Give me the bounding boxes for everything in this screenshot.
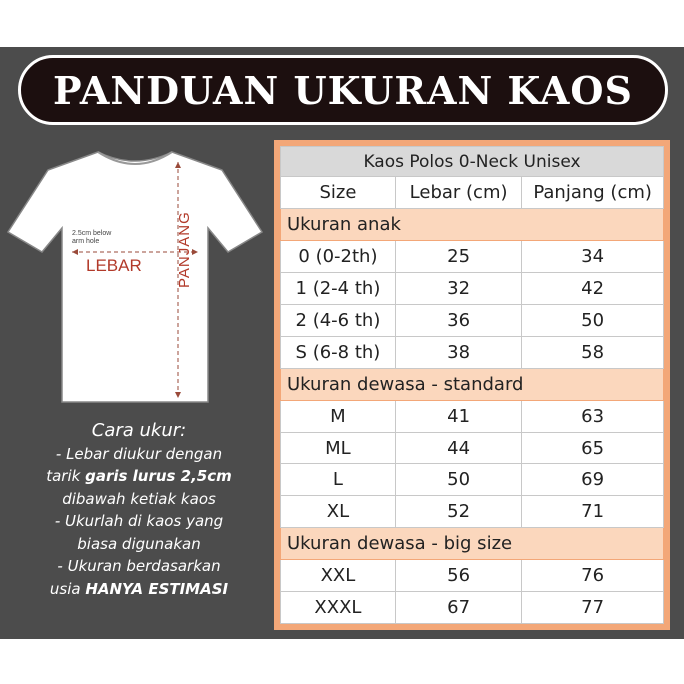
- table-row: [281, 496, 664, 528]
- table-row: [281, 336, 664, 368]
- title-banner: [18, 55, 668, 125]
- width-cell: 50: [395, 464, 521, 496]
- instruction-line: - Ukuran berdasarkan: [57, 557, 221, 575]
- size-cell: XXXL: [281, 592, 396, 624]
- armhole-note: [72, 230, 132, 246]
- column-header-width: Lebar (cm): [395, 177, 521, 209]
- section-row: [281, 209, 664, 241]
- column-header-length: Panjang (cm): [522, 177, 664, 209]
- section-row: [281, 368, 664, 400]
- size-cell: 0 (0-2th): [281, 241, 396, 273]
- armhole-note-line: 2.5cm below: [72, 230, 112, 237]
- length-cell: 34: [522, 241, 664, 273]
- length-cell: 65: [522, 432, 664, 464]
- length-cell: 42: [522, 273, 664, 305]
- width-cell: 56: [395, 560, 521, 592]
- width-cell: 25: [395, 241, 521, 273]
- table-title-row: [281, 147, 664, 177]
- table-header-row: [281, 177, 664, 209]
- instruction-line: - Ukurlah di kaos yang: [54, 512, 224, 530]
- size-cell: ML: [281, 432, 396, 464]
- width-cell: 67: [395, 592, 521, 624]
- width-cell: 32: [395, 273, 521, 305]
- armhole-note-line: arm hole: [72, 238, 100, 245]
- table-row: [281, 400, 664, 432]
- instruction-line: [8, 578, 270, 601]
- width-cell: 44: [395, 432, 521, 464]
- table-row: [281, 432, 664, 464]
- section-label: Ukuran dewasa - big size: [281, 528, 664, 560]
- length-cell: 76: [522, 560, 664, 592]
- size-table: [280, 146, 664, 624]
- size-cell: M: [281, 400, 396, 432]
- table-row: [281, 305, 664, 337]
- table-row: [281, 592, 664, 624]
- size-cell: XXL: [281, 560, 396, 592]
- instruction-emphasis: garis lurus 2,5cm: [85, 467, 232, 485]
- measuring-instructions: [8, 420, 270, 600]
- size-cell: 2 (4-6 th): [281, 305, 396, 337]
- width-cell: 41: [395, 400, 521, 432]
- instruction-line: - Lebar diukur dengan: [55, 444, 223, 463]
- table-row: [281, 560, 664, 592]
- size-cell: 1 (2-4 th): [281, 273, 396, 305]
- instructions-title: Cara ukur:: [91, 420, 187, 441]
- instruction-text: usia: [49, 579, 86, 598]
- section-label: Ukuran anak: [281, 209, 664, 241]
- size-cell: S (6-8 th): [281, 336, 396, 368]
- width-cell: 38: [395, 336, 521, 368]
- table-row: [281, 241, 664, 273]
- length-cell: 71: [522, 496, 664, 528]
- size-cell: L: [281, 464, 396, 496]
- length-label: [176, 211, 193, 288]
- length-cell: 77: [522, 592, 664, 624]
- table-row: [281, 464, 664, 496]
- table-title: Kaos Polos 0-Neck Unisex: [281, 147, 664, 177]
- length-cell: 69: [522, 464, 664, 496]
- column-header-size: Size: [281, 177, 396, 209]
- tshirt-diagram: [0, 140, 270, 410]
- instruction-line: dibawah ketiak kaos: [62, 489, 216, 508]
- size-chart: [274, 140, 670, 630]
- section-row: [281, 528, 664, 560]
- instruction-text: tarik: [46, 467, 86, 485]
- instruction-emphasis: HANYA ESTIMASI: [85, 579, 229, 598]
- instruction-line: [8, 465, 270, 488]
- width-cell: 36: [395, 305, 521, 337]
- page-title: PANDUAN UKURAN KAOS: [53, 67, 633, 113]
- instruction-line: biasa digunakan: [77, 534, 201, 553]
- section-label: Ukuran dewasa - standard: [281, 368, 664, 400]
- size-cell: XL: [281, 496, 396, 528]
- length-cell: 50: [522, 305, 664, 337]
- length-label-text: PANJANG: [176, 211, 193, 288]
- length-cell: 63: [522, 400, 664, 432]
- width-cell: 52: [395, 496, 521, 528]
- table-row: [281, 273, 664, 305]
- width-label: LEBAR: [86, 256, 142, 275]
- length-cell: 58: [522, 336, 664, 368]
